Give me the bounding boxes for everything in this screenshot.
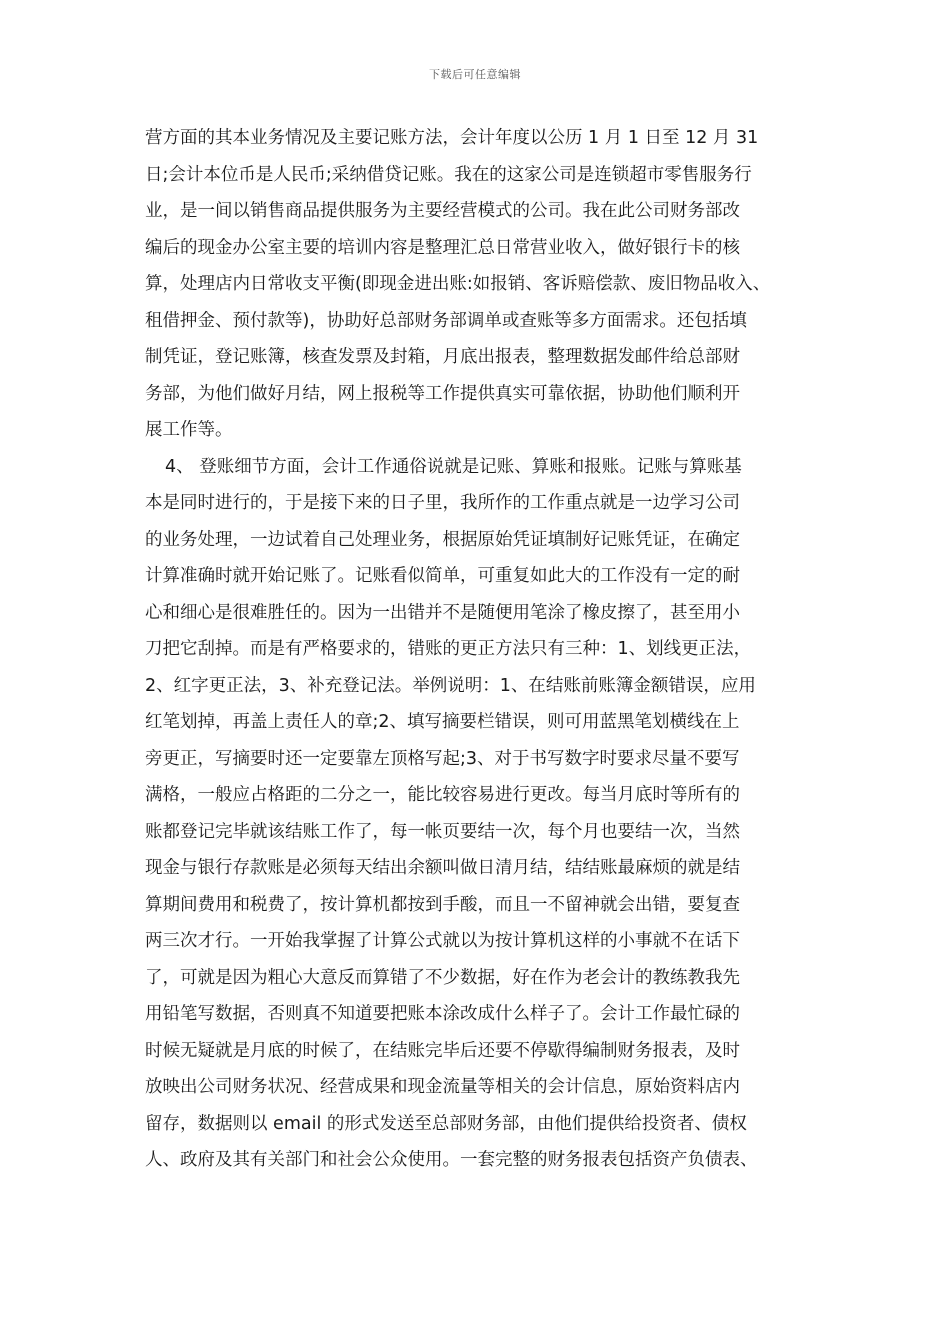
text-line: 计算准确时就开始记账了。记账看似简单，可重复如此大的工作没有一定的耐 <box>145 566 740 586</box>
text-line: 算，处理店内日常收支平衡(即现金进出账:如报销、客诉赔偿款、废旧物品收入、 <box>145 274 771 294</box>
text-line: 算期间费用和税费了，按计算机都按到手酸，而且一不留神就会出错，要复查 <box>145 894 740 915</box>
text-line: 日;会计本位币是人民币;采纳借贷记账。我在的这家公司是连锁超市零售服务行 <box>145 164 752 185</box>
text-line: 放映出公司财务状况、经营成果和现金流量等相关的会计信息，原始资料店内 <box>145 1077 740 1097</box>
text-line: 两三次才行。一开始我掌握了计算公式就以为按计算机这样的小事就不在话下 <box>145 931 740 951</box>
text-line: 展工作等。 <box>145 420 233 440</box>
text-line: 用铅笔写数据，否则真不知道要把账本涂改成什么样子了。会计工作最忙碌的 <box>145 1004 740 1024</box>
text-line: 业，是一间以销售商品提供服务为主要经营模式的公司。我在此公司财务部改 <box>145 201 740 221</box>
text-line: 人、政府及其有关部门和社会公众使用。一套完整的财务报表包括资产负债表、 <box>145 1150 758 1170</box>
text-line: 本是同时进行的，于是接下来的日子里，我所作的工作重点就是一边学习公司 <box>145 493 740 513</box>
text-line: 租借押金、预付款等)，协助好总部财务部调单或查账等多方面需求。还包括填 <box>145 310 747 331</box>
text-line: 留存，数据则以 email 的形式发送至总部财务部，由他们提供给投资者、债权 <box>145 1113 747 1134</box>
text-line: 红笔划掉，再盖上责任人的章;2、填写摘要栏错误，则可用蓝黑笔划横线在上 <box>145 712 740 732</box>
text-line: 务部，为他们做好月结，网上报税等工作提供真实可靠依据，协助他们顺利开 <box>145 383 740 404</box>
text-line: 营方面的其本业务情况及主要记账方法，会计年度以公历 1 月 1 日至 12 月 31 <box>145 128 759 148</box>
text-line: 满格，一般应占格距的二分之一，能比较容易进行更改。每当月底时等所有的 <box>145 785 740 805</box>
paragraph-start-line: 4、 登账细节方面，会计工作通俗说就是记账、算账和报账。记账与算账基 <box>165 456 742 477</box>
text-line: 现金与银行存款账是必须每天结出余额叫做日清月结，结结账最麻烦的就是结 <box>145 858 740 878</box>
text-line: 时候无疑就是月底的时候了，在结账完毕后还要不停歇得编制财务报表，及时 <box>145 1040 740 1061</box>
text-line: 账都登记完毕就该结账工作了，每一帐页要结一次，每个月也要结一次，当然 <box>145 821 740 842</box>
text-line: 编后的现金办公室主要的培训内容是整理汇总日常营业收入，做好银行卡的核 <box>145 237 740 258</box>
page-header: 下载后可任意编辑 <box>429 68 521 81</box>
text-line: 2、红字更正法，3、补充登记法。举例说明：1、在结账前账簿金额错误，应用 <box>145 675 756 696</box>
text-line: 制凭证，登记账簿，核查发票及封箱，月底出报表，整理数据发邮件给总部财 <box>145 347 740 367</box>
text-line: 心和细心是很难胜任的。因为一出错并不是随便用笔涂了橡皮擦了，甚至用小 <box>145 602 740 623</box>
text-line: 了，可就是因为粗心大意反而算错了不少数据，好在作为老会计的教练教我先 <box>145 967 740 988</box>
text-line: 刀把它刮掉。而是有严格要求的，错账的更正方法只有三种：1、划线更正法， <box>145 639 752 659</box>
text-line: 的业务处理，一边试着自己处理业务，根据原始凭证填制好记账凭证，在确定 <box>145 529 740 550</box>
document-body <box>145 120 825 1179</box>
text-line: 旁更正，写摘要时还一定要靠左顶格写起;3、对于书写数字时要求尽量不要写 <box>145 748 740 769</box>
